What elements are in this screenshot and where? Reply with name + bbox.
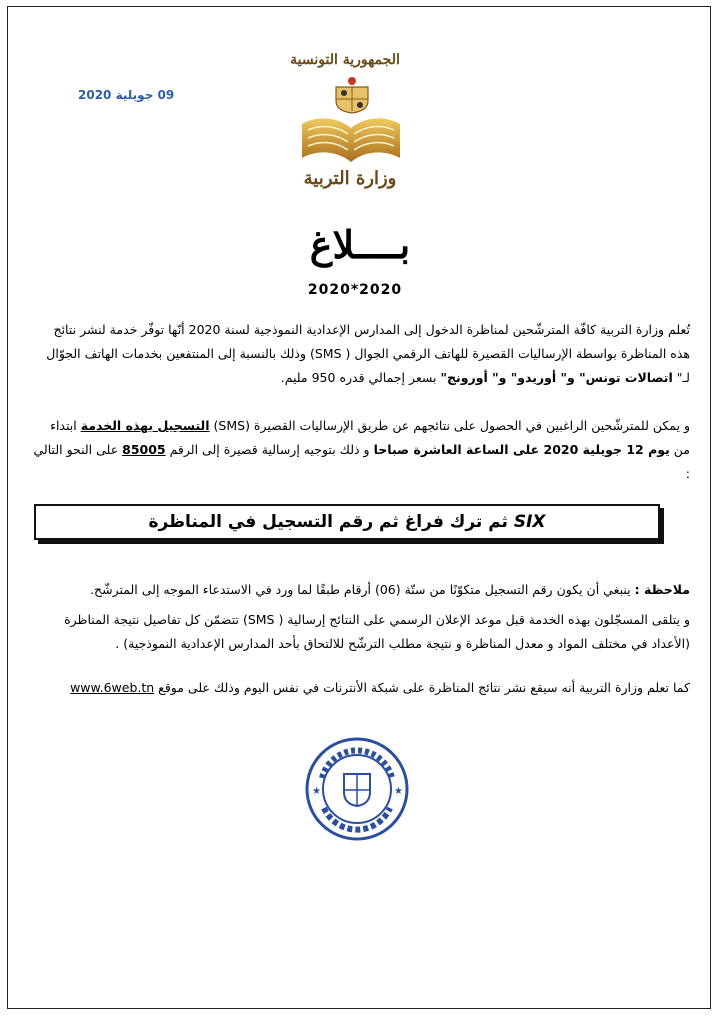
title-ornament: 2020*2020 — [307, 282, 403, 298]
open-book-logo-icon — [296, 110, 406, 170]
paragraph-website: كما تعلم وزارة التربية أنه سيقع نشر نتائج المناظرة على شبكة الأنترنات في نفس اليوم وذلك على موقع www.6web.tn — [70, 680, 690, 695]
ministry-seal-stamp-icon — [302, 734, 412, 844]
date-stamp: 09 جويلية 2020 — [78, 88, 175, 102]
paragraph-results-sms: و يتلقى المسجّلون بهذه الخدمة قبل موعد الإعلان الرسمي على النتائج إرسالية ( SMS) تتضمّن كل تفاصيل نتيجة المناظرة (الأعداد في مختلف المواد و معدل المناظرة و نتيجة مطلب الترشّح للالتحاق بأحد المدارس الإعدادية النموذجية) . — [64, 612, 690, 651]
website-link[interactable]: www.6web.tn — [70, 680, 155, 695]
svg-text:★: ★ — [312, 786, 321, 797]
svg-text:★: ★ — [394, 786, 403, 797]
page-title: بــــلاغ — [309, 222, 411, 267]
sms-format-box: SIX ثم ترك فراغ ثم رقم التسجيل في المناظرة — [34, 504, 660, 540]
paragraph-registration: و يمكن للمترشّحين الراغبين في الحصول على نتائجهم عن طريق الإرساليات القصيرة (SMS) التسجيل بهذه الخدمة ابتداء من يوم 12 جويلية 2020 على الساعة العاشرة صباحا و ذلك بتوجيه إرسالية قصيرة إلى الرقم 85005 على النحو التالي : — [33, 418, 690, 481]
paragraph-note: ملاحظة : ينبغي أن يكون رقم التسجيل متكوّنًا من ستّة (06) أرقام طبقًا لما ورد في الاستدعاء الموجه إلى المترشّح. — [90, 582, 690, 597]
ministry-name: وزارة التربية — [303, 168, 397, 189]
republic-heading: الجمهورية التونسية — [290, 52, 400, 68]
tunisia-emblem-icon — [322, 75, 382, 115]
paragraph-intro: تُعلم وزارة التربية كافّة المترشّحين لمناظرة الدخول إلى المدارس الإعدادية النموذجية لسنة 2020 أنّها توفّر خدمة لنشر نتائج هذه المناظرة بواسطة الإرساليات القصيرة للهاتف الرقمي الجوال ( SMS) وذلك بالنسبة إلى المنتفعين بخدمات الهاتف الجوّال لـ" اتصالات تونس" و" أوريدو" و" أورونج" بسعر إجمالي قدره 950 مليم. — [46, 322, 690, 385]
